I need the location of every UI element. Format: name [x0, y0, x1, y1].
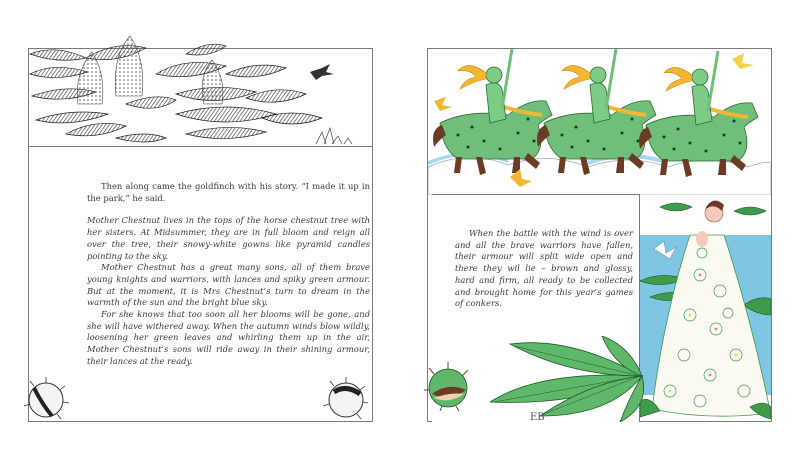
paragraph-sons: Mother Chestnut has a great many sons, all of them brave young knights and warriors, with lances and spiky green armour. But at the moment, it is Mrs Chestnut’s turn to dream in the warmth of the sun and the bright blue sky.: [87, 262, 370, 308]
paragraph-goldfinch-intro: Then along came the goldfinch with his story. “I made it up in the park,” he said.: [87, 181, 370, 203]
left-page-story-text: [87, 181, 370, 368]
knights-on-horseback-illustration: [428, 49, 771, 195]
chestnut-husk-left-icon: [24, 374, 70, 422]
right-page-story-text: [455, 228, 633, 310]
chestnut-husk-right-icon: [322, 374, 368, 422]
paragraph-autumn: For she knows that too soon all her blooms will be gone, and she will have withered away. When the autumn winds blow wildly, loosening her green leaves and whirling them up in the air, Mother Chestnut’s sons will ride away in their shining armour, their lances at the ready.: [87, 309, 370, 366]
chestnut-leaves-illustration: [490, 336, 660, 422]
horse-chestnut-illustration: [26, 34, 376, 148]
conker-husk-icon: [424, 360, 472, 412]
paragraph-mother-chestnut: Mother Chestnut lives in the tops of the horse chestnut tree with her sisters. At Midsummer, they are in full bloom and reign all over the tree, their snowy-white gowns like pyramid candles pointing to the sky.: [87, 215, 370, 261]
paragraph-battle-conkers: When the battle with the wind is over and all the brave warriors have fallen, their armour will split wide open and there they wil lie – brown and glossy, hard and firm, all ready to be collected and brought home for this year’s games of conkers.: [455, 228, 633, 309]
artist-signature: EB: [530, 412, 545, 422]
